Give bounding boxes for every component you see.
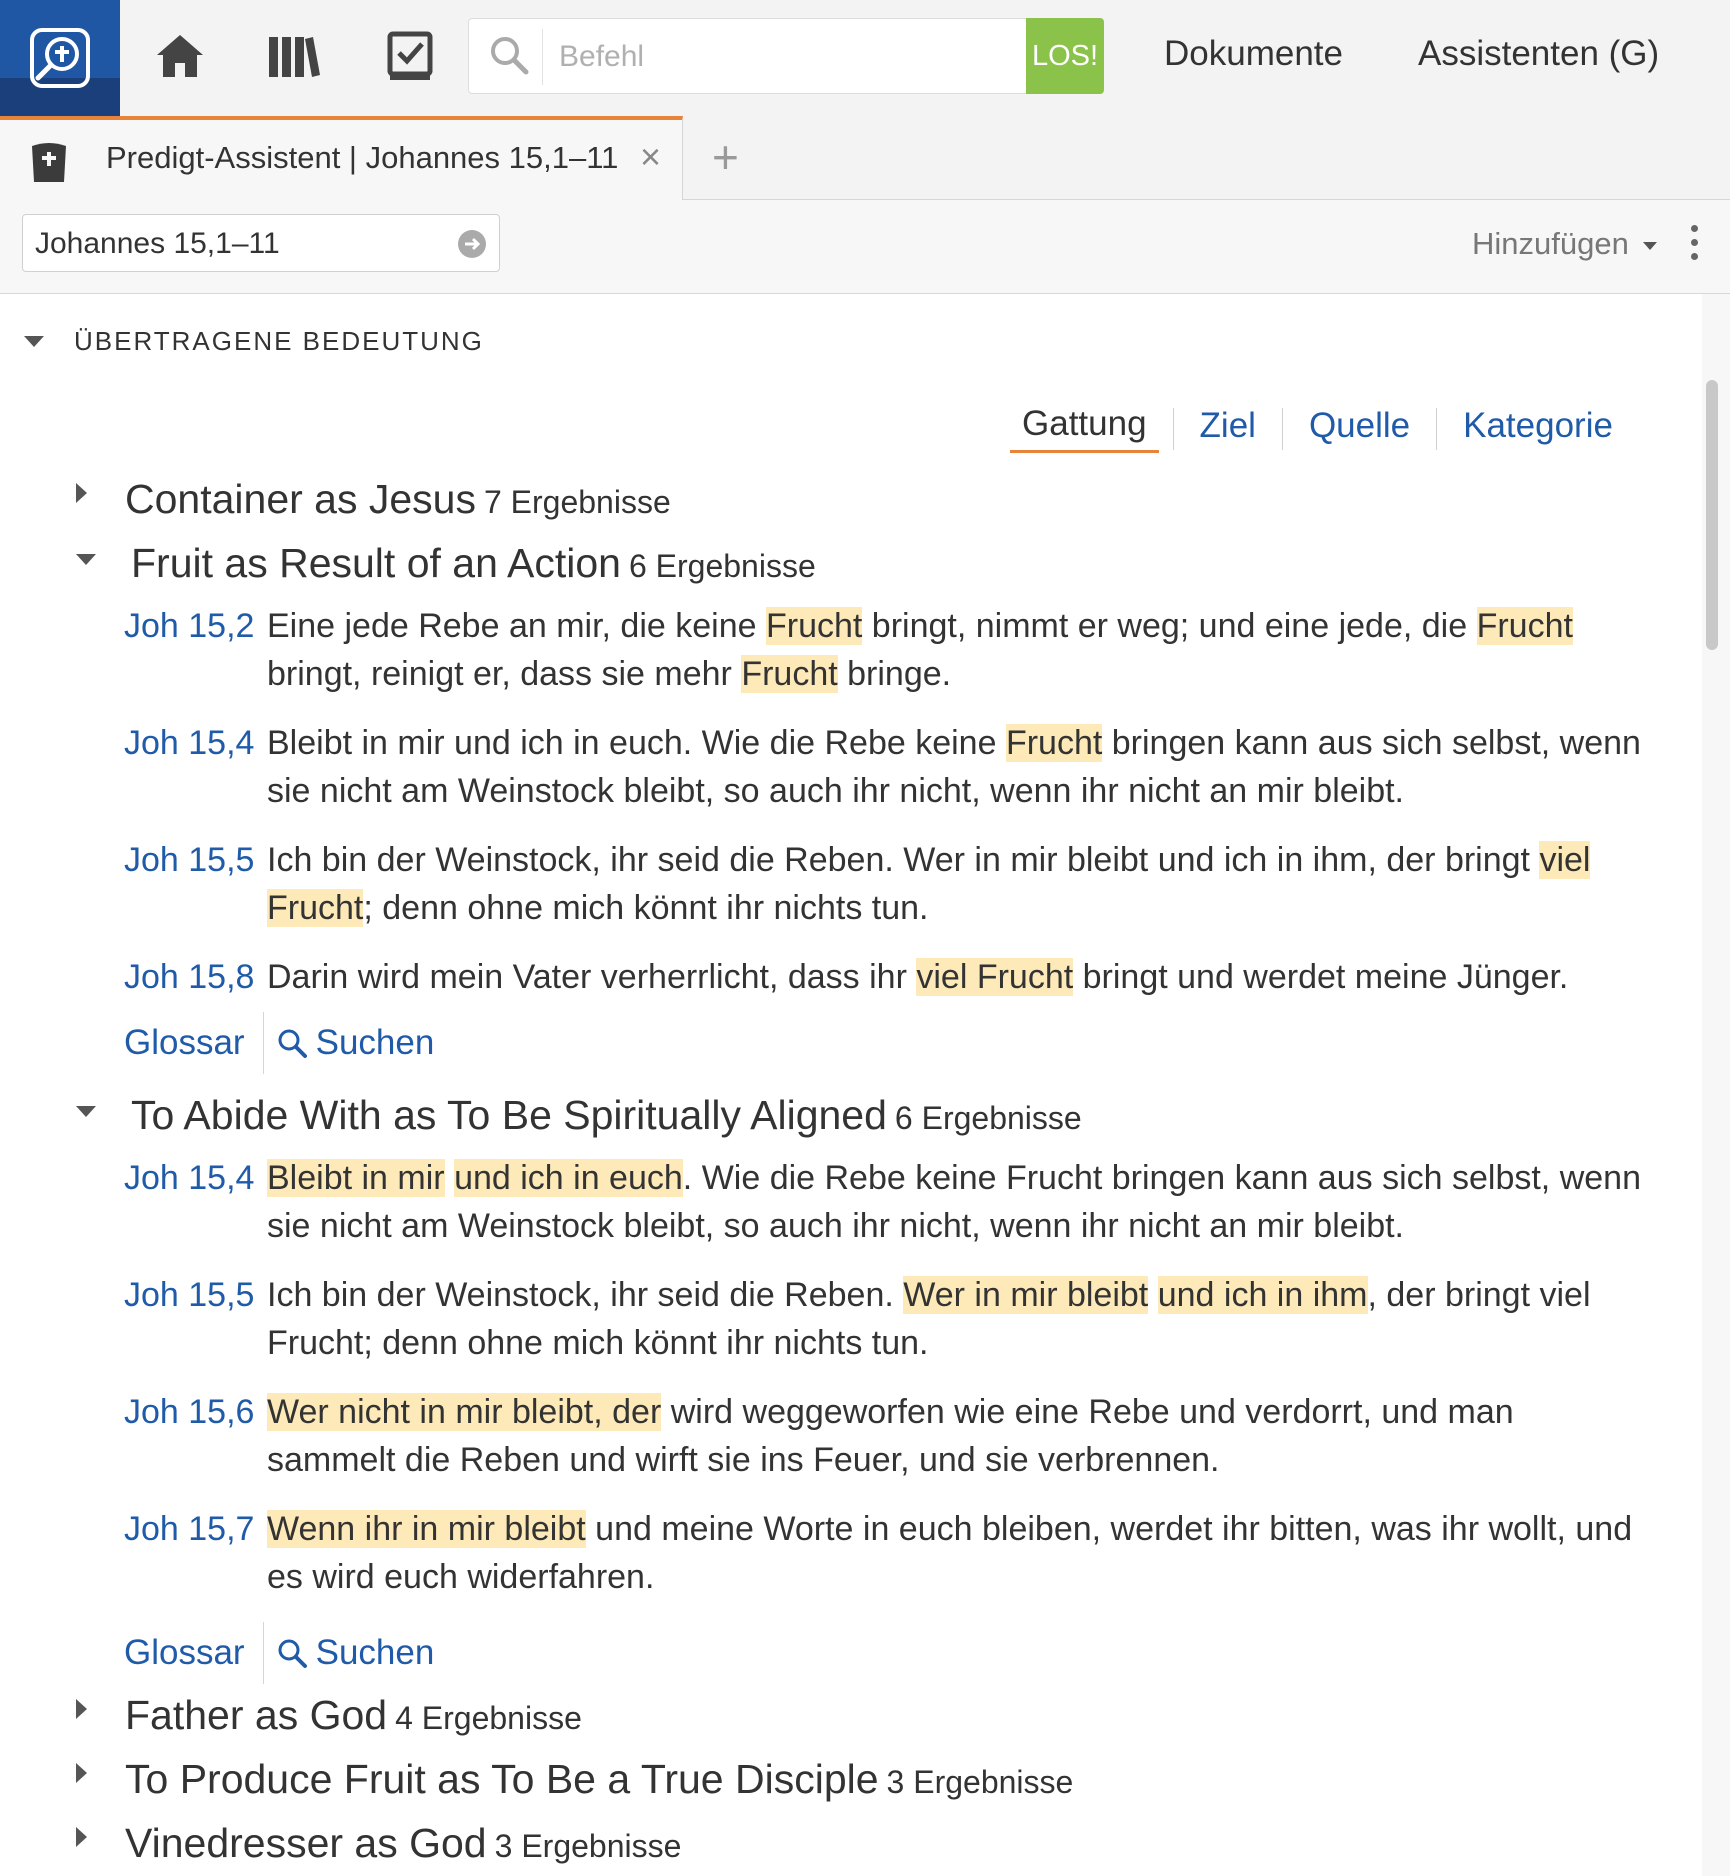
reference-bar	[0, 200, 1730, 294]
group-header[interactable]	[76, 1756, 1073, 1803]
result-group	[76, 476, 671, 523]
group-header[interactable]	[76, 1692, 582, 1739]
verse-text: Ich bin der Weinstock, ihr seid die Reben. Wer in mir bleibt und ich in ihm, der bringt viel Frucht; denn ohne mich könnt ihr nichts tun.	[267, 1276, 1591, 1362]
tasks-icon[interactable]	[382, 28, 438, 84]
main-toolbar	[0, 0, 1730, 116]
verse-text: Darin wird mein Vater verherrlicht, dass ihr viel Frucht bringt und werdet meine Jünger.	[267, 958, 1569, 996]
result-group	[76, 540, 1641, 1062]
verse-row	[124, 836, 1702, 932]
verse-row	[124, 719, 1702, 815]
verse-text: Wenn ihr in mir bleibt und meine Worte in euch bleiben, werdet ihr bitten, was ihr wollt, und es wird euch widerfahren.	[267, 1510, 1633, 1596]
filter-tabs	[1010, 404, 1625, 453]
search-icon	[276, 1637, 308, 1669]
action-separator	[263, 1622, 264, 1684]
group-title: To Abide With as To Be Spiritually Aligned	[131, 1092, 887, 1138]
sermon-assistant-icon	[28, 140, 70, 189]
group-count: 3 Ergebnisse	[886, 1764, 1074, 1800]
verse-row	[124, 602, 1702, 698]
collapse-triangle-icon	[24, 336, 44, 347]
filter-tab-quelle[interactable]: Quelle	[1308, 405, 1411, 445]
app-logo-icon[interactable]	[0, 0, 120, 116]
documents-menu[interactable]: Dokumente	[1164, 34, 1343, 73]
more-options-icon[interactable]	[1682, 222, 1706, 266]
filter-tab-ziel[interactable]: Ziel	[1199, 405, 1256, 445]
tab-bar	[0, 116, 1730, 200]
verse-text: Ich bin der Weinstock, ihr seid die Reben. Wer in mir bleibt und ich in ihm, der bringt viel Frucht; denn ohne mich könnt ihr nichts tun.	[267, 841, 1591, 927]
expand-triangle-icon	[76, 1699, 87, 1719]
reference-input[interactable]	[33, 223, 437, 265]
search-link[interactable]	[276, 1023, 435, 1063]
home-icon[interactable]	[152, 28, 208, 84]
verse-text: Bleibt in mir und ich in euch. Wie die Rebe keine Frucht bringen kann aus sich selbst, wenn sie nicht am Weinstock bleibt, so auch ihr nicht, wenn ihr nicht an mir bleibt.	[267, 1159, 1641, 1245]
group-header[interactable]	[76, 1092, 1082, 1139]
add-dropdown[interactable]	[1472, 226, 1657, 262]
content-panel	[0, 294, 1702, 1876]
result-group	[76, 1756, 1073, 1803]
verse-reference-link[interactable]: Joh 15,4	[124, 724, 255, 762]
section-title: ÜBERTRAGENE BEDEUTUNG	[74, 326, 484, 356]
verse-reference-link[interactable]: Joh 15,5	[124, 1276, 255, 1314]
filter-separator	[1436, 408, 1437, 450]
collapse-triangle-icon	[76, 554, 96, 565]
glossary-link[interactable]: Glossar	[124, 1023, 245, 1062]
group-title: Fruit as Result of an Action	[131, 540, 621, 586]
verse-row	[124, 1388, 1702, 1484]
group-actions	[124, 1622, 434, 1684]
command-box	[468, 18, 1104, 94]
expand-triangle-icon	[76, 1827, 87, 1847]
verse-reference-link[interactable]: Joh 15,8	[124, 958, 255, 996]
search-link[interactable]	[276, 1633, 435, 1673]
expand-triangle-icon	[76, 483, 87, 503]
verse-reference-link[interactable]: Joh 15,4	[124, 1159, 255, 1197]
filter-tab-gattung[interactable]: Gattung	[1010, 404, 1159, 453]
expand-triangle-icon	[76, 1763, 87, 1783]
command-input[interactable]	[557, 33, 991, 81]
group-header[interactable]	[76, 476, 671, 523]
verse-text: Wer nicht in mir bleibt, der wird weggeworfen wie eine Rebe und verdorrt, und man sammelt die Reben und wirft sie ins Feuer, und sie verbrennen.	[267, 1393, 1514, 1479]
group-count: 3 Ergebnisse	[494, 1828, 682, 1864]
glossary-link[interactable]: Glossar	[124, 1633, 245, 1672]
result-group	[76, 1092, 1641, 1672]
section-header[interactable]	[24, 326, 484, 357]
action-separator	[263, 1012, 264, 1074]
group-title: Father as God	[125, 1692, 388, 1738]
tab-close-button[interactable]: ×	[640, 136, 662, 177]
verse-reference-link[interactable]: Joh 15,6	[124, 1393, 255, 1431]
add-dropdown-label: Hinzufügen	[1472, 226, 1629, 261]
group-title: Vinedresser as God	[125, 1820, 487, 1866]
verse-row	[124, 1505, 1702, 1601]
group-count: 6 Ergebnisse	[894, 1100, 1082, 1136]
group-header[interactable]	[76, 540, 816, 587]
caret-down-icon	[1643, 242, 1657, 250]
verse-text: Eine jede Rebe an mir, die keine Frucht bringt, nimmt er weg; und eine jede, die Frucht bringt, reinigt er, dass sie mehr Frucht bringe.	[267, 607, 1573, 693]
search-icon	[489, 35, 529, 80]
library-icon[interactable]	[266, 28, 322, 84]
filter-separator	[1282, 408, 1283, 450]
group-title: To Produce Fruit as To Be a True Disciple	[125, 1756, 879, 1802]
tab-title: Predigt-Assistent | Johannes 15,1–11	[106, 140, 619, 175]
search-link-label: Suchen	[315, 1633, 435, 1672]
tab-sermon-assistant[interactable]	[0, 116, 683, 200]
filter-tab-kategorie[interactable]: Kategorie	[1463, 405, 1613, 445]
verse-reference-link[interactable]: Joh 15,7	[124, 1510, 255, 1548]
assistants-menu[interactable]: Assistenten (G)	[1418, 34, 1660, 73]
reference-box	[22, 214, 500, 272]
result-group	[76, 1692, 582, 1739]
go-button[interactable]: LOS!	[1026, 18, 1104, 94]
verse-row	[124, 1154, 1702, 1250]
command-divider	[542, 29, 543, 85]
group-title: Container as Jesus	[125, 476, 476, 522]
search-icon	[276, 1027, 308, 1059]
verse-reference-link[interactable]: Joh 15,5	[124, 841, 255, 879]
verse-row	[124, 953, 1702, 1001]
group-count: 6 Ergebnisse	[628, 548, 816, 584]
collapse-triangle-icon	[76, 1106, 96, 1117]
verse-reference-link[interactable]: Joh 15,2	[124, 607, 255, 645]
search-link-label: Suchen	[315, 1023, 435, 1062]
scrollbar-thumb[interactable]	[1706, 380, 1718, 650]
add-tab-button[interactable]: +	[712, 131, 739, 183]
verse-row	[124, 1271, 1702, 1367]
verse-text: Bleibt in mir und ich in euch. Wie die Rebe keine Frucht bringen kann aus sich selbst, wenn sie nicht am Weinstock bleibt, so auch ihr nicht, wenn ihr nicht an mir bleibt.	[267, 724, 1641, 810]
group-actions	[124, 1012, 434, 1074]
group-count: 7 Ergebnisse	[483, 484, 671, 520]
go-arrow-icon[interactable]	[457, 229, 487, 264]
filter-separator	[1173, 408, 1174, 450]
result-group	[76, 1820, 681, 1867]
group-count: 4 Ergebnisse	[395, 1700, 582, 1736]
group-header[interactable]	[76, 1820, 681, 1867]
